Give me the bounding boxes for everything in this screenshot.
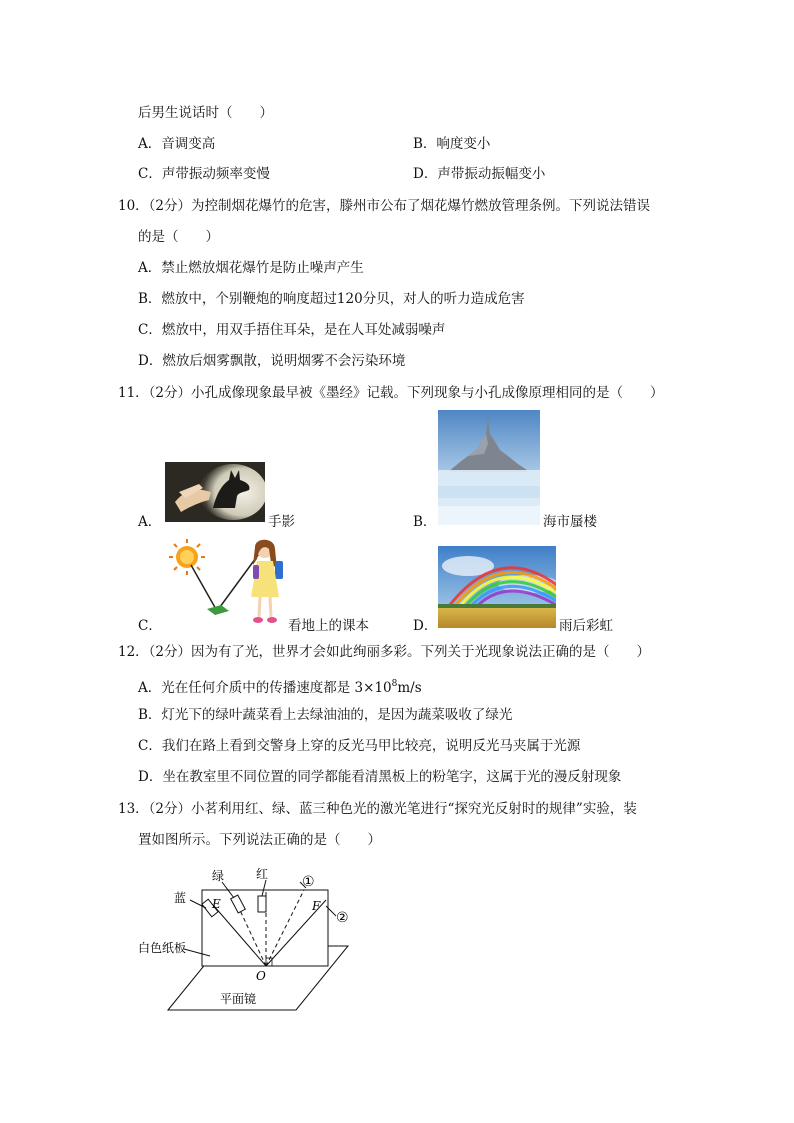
q10-option-d: D．燃放后烟雾飘散，说明烟雾不会污染环境 bbox=[138, 353, 406, 369]
q12-option-d: D．坐在教室里不同位置的同学都能看清黑板上的粉笔字，这属于光的漫反射现象 bbox=[138, 769, 622, 785]
sun-icon bbox=[169, 539, 205, 575]
q10-option-b: B．燃放中，个别鞭炮的响度超过120分贝，对人的听力造成危害 bbox=[138, 291, 525, 307]
q9-stem-tail: 后男生说话时（ ） bbox=[138, 105, 273, 121]
mirage-image bbox=[438, 410, 540, 525]
q10-stem-line2: 的是（ ） bbox=[138, 229, 219, 245]
q12-option-a: A．光在任何介质中的传播速度都是 $3\times 10^8m/s$ bbox=[138, 679, 422, 696]
q9-option-a: A．音调变高 bbox=[138, 136, 216, 152]
girl-icon bbox=[251, 540, 283, 623]
q11-option-d-label: D． bbox=[413, 618, 438, 634]
q11-option-a-caption: 手影 bbox=[268, 514, 295, 530]
q13-stem-line2: 置如图所示。下列说法正确的是（ ） bbox=[138, 832, 381, 848]
label-f: F bbox=[312, 899, 321, 913]
q11-option-b-label: B． bbox=[413, 514, 437, 530]
q11-option-c-caption: 看地上的课本 bbox=[288, 618, 369, 634]
q9-option-b: B．响度变小 bbox=[413, 136, 491, 152]
reflection-experiment-diagram bbox=[130, 860, 370, 1015]
rainbow-image bbox=[438, 546, 556, 628]
label-plane-mirror: 平面镜 bbox=[220, 992, 257, 1006]
q10-option-a: A．禁止燃放烟花爆竹是防止噪声产生 bbox=[138, 260, 364, 276]
label-circle-2: ② bbox=[336, 910, 349, 926]
q9-option-d: D．声带振动振幅变小 bbox=[413, 166, 546, 182]
label-paper-board: 白色纸板 bbox=[138, 941, 187, 955]
q11-option-c-label: C． bbox=[138, 618, 162, 634]
q9-option-c: C．声带振动频率变慢 bbox=[138, 166, 270, 182]
hand-shadow-image bbox=[165, 462, 265, 522]
q13-stem-line1: 13．（2分）小茗利用红、绿、蓝三种色光的激光笔进行“探究光反射时的规律”实验，装 bbox=[118, 801, 637, 817]
reading-book-image bbox=[165, 535, 285, 630]
red-laser-pen bbox=[258, 896, 266, 912]
q12-option-b: B．灯光下的绿叶蔬菜看上去绿油油的，是因为蔬菜吸收了绿光 bbox=[138, 707, 513, 723]
q11-option-d-caption: 雨后彩虹 bbox=[559, 618, 613, 634]
q10-option-c: C．燃放中，用双手捂住耳朵，是在人耳处减弱噪声 bbox=[138, 322, 446, 338]
label-circle-1: ① bbox=[302, 874, 315, 890]
q12-option-c: C．我们在路上看到交警身上穿的反光马甲比较亮，说明反光马夹属于光源 bbox=[138, 738, 581, 754]
q12-stem: 12．（2分）因为有了光，世界才会如此绚丽多彩。下列关于光现象说法正确的是（ ） bbox=[118, 644, 651, 660]
q10-stem-line1: 10．（2分）为控制烟花爆竹的危害，滕州市公布了烟花爆竹燃放管理条例。下列说法错误 bbox=[118, 198, 651, 214]
label-o: O bbox=[256, 969, 266, 983]
q11-option-a-label: A． bbox=[138, 514, 162, 530]
label-green: 绿 bbox=[212, 869, 225, 883]
q11-option-b-caption: 海市蜃楼 bbox=[543, 514, 597, 530]
label-e: E bbox=[212, 897, 221, 911]
label-blue: 蓝 bbox=[174, 891, 187, 905]
q11-stem: 11．（2分）小孔成像现象最早被《墨经》记载。下列现象与小孔成像原理相同的是（ ） bbox=[118, 385, 664, 401]
label-red: 红 bbox=[256, 867, 269, 881]
